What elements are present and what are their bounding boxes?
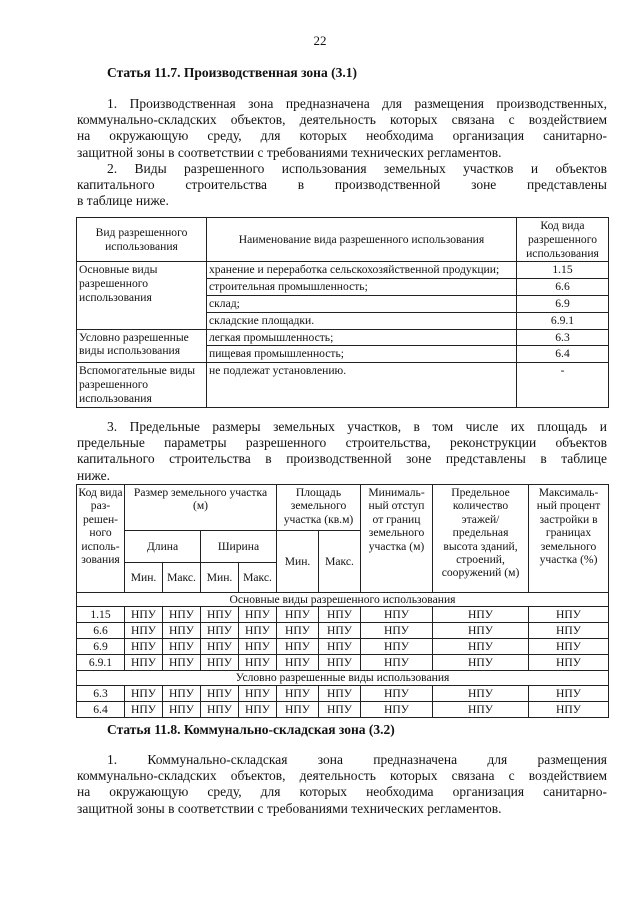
table-row	[77, 685, 609, 701]
code-cell: 6.3	[77, 685, 125, 701]
value-cell: НПУ	[125, 685, 163, 701]
use-name-cell: складские площадки.	[207, 312, 517, 329]
table-row	[77, 363, 609, 407]
paragraph-line: капитального строительства в производственной зоне представлены	[77, 177, 607, 193]
table-row	[77, 655, 609, 671]
value-cell: НПУ	[361, 639, 433, 655]
table-header-cell: Код вида разрешенного использования	[517, 218, 609, 262]
value-cell: НПУ	[433, 701, 529, 717]
value-cell: НПУ	[201, 623, 239, 639]
value-cell: НПУ	[163, 655, 201, 671]
table-row	[77, 607, 609, 623]
use-code-cell: 6.3	[517, 329, 609, 346]
value-cell: НПУ	[163, 701, 201, 717]
value-cell: НПУ	[125, 655, 163, 671]
value-cell: НПУ	[361, 655, 433, 671]
article-11-7-heading: Статья 11.7. Производственная зона (3.1)	[107, 65, 357, 80]
table-header-row	[77, 218, 609, 262]
table-header-cell: Макс.	[163, 563, 201, 593]
use-code-cell: 1.15	[517, 262, 609, 279]
value-cell: НПУ	[361, 623, 433, 639]
value-cell: НПУ	[319, 607, 361, 623]
use-code-cell: 6.9.1	[517, 312, 609, 329]
value-cell: НПУ	[361, 607, 433, 623]
value-cell: НПУ	[277, 607, 319, 623]
use-name-cell: хранение и переработка сельскохозяйственной продукции;	[207, 262, 517, 279]
code-cell: 6.6	[77, 623, 125, 639]
article-11-8-paragraph-1	[77, 752, 607, 817]
table-header-cell: Максималь-ный процент застройки в границах земельного участка (%)	[529, 485, 609, 593]
paragraph-line: капитального строительства в производственной зоне представлены в таблице	[77, 451, 607, 467]
table-header-cell: Длина	[125, 531, 201, 563]
value-cell: НПУ	[201, 607, 239, 623]
value-cell: НПУ	[125, 607, 163, 623]
value-cell: НПУ	[319, 685, 361, 701]
use-name-cell: склад;	[207, 295, 517, 312]
table-header-cell: Мин.	[125, 563, 163, 593]
table-section-row	[77, 593, 609, 607]
paragraph-line: предельные параметры разрешенного строительства, реконструкции объектов	[77, 435, 607, 451]
value-cell: НПУ	[433, 623, 529, 639]
value-cell: НПУ	[125, 623, 163, 639]
article-11-8-heading: Статья 11.8. Коммунально-складская зона (3.2)	[107, 722, 395, 737]
use-group-label: Условно разрешенные виды использования	[77, 329, 207, 363]
paragraph-line: 3. Предельные размеры земельных участков, в том числе их площадь и	[107, 419, 607, 434]
value-cell: НПУ	[529, 623, 609, 639]
table-header-cell: Предельное количество этажей/ предельная высота зданий, строений, сооружений (м)	[433, 485, 529, 593]
table-header-row	[77, 485, 609, 531]
table-row	[77, 262, 609, 279]
paragraph-line: на окружающую среду, для которых необходима организация санитарно-	[77, 128, 607, 144]
limit-parameters-table	[76, 484, 609, 718]
paragraph-line: защитной зоны в соответствии с требованиями технических регламентов.	[77, 144, 502, 160]
table-row	[77, 639, 609, 655]
table-header-cell: Наименование вида разрешенного использования	[207, 218, 517, 262]
page-number: 22	[313, 33, 327, 48]
use-name-cell: пищевая промышленность;	[207, 346, 517, 363]
value-cell: НПУ	[433, 685, 529, 701]
article-11-7-paragraph-3	[77, 419, 607, 484]
code-cell: 6.9	[77, 639, 125, 655]
paragraph-line: 1. Производственная зона предназначена для размещения производственных,	[107, 96, 607, 111]
value-cell: НПУ	[201, 639, 239, 655]
table-header-cell: Ширина	[201, 531, 277, 563]
permitted-use-table	[76, 217, 609, 408]
paragraph-line: ниже.	[77, 467, 110, 483]
value-cell: НПУ	[201, 685, 239, 701]
paragraph-line: коммунально-складских объектов, деятельность которых связана с воздействием	[77, 112, 607, 128]
value-cell: НПУ	[201, 655, 239, 671]
article-11-7-paragraph-1	[77, 96, 607, 161]
value-cell: НПУ	[163, 607, 201, 623]
value-cell: НПУ	[239, 607, 277, 623]
value-cell: НПУ	[239, 639, 277, 655]
value-cell: НПУ	[277, 701, 319, 717]
section-title: Основные виды разрешенного использования	[77, 593, 609, 607]
use-code-cell: 6.6	[517, 279, 609, 296]
table-header-cell: Площадь земельного участка (кв.м)	[277, 485, 361, 531]
paragraph-line: коммунально-складских объектов, деятельность которых связана с воздействием	[77, 768, 607, 784]
value-cell: НПУ	[277, 655, 319, 671]
value-cell: НПУ	[125, 701, 163, 717]
use-code-cell: 6.9	[517, 295, 609, 312]
table-header-cell: Вид разрешенного использования	[77, 218, 207, 262]
code-cell: 6.9.1	[77, 655, 125, 671]
value-cell: НПУ	[529, 685, 609, 701]
value-cell: НПУ	[201, 701, 239, 717]
value-cell: НПУ	[361, 685, 433, 701]
value-cell: НПУ	[361, 701, 433, 717]
value-cell: НПУ	[529, 639, 609, 655]
value-cell: НПУ	[529, 701, 609, 717]
value-cell: НПУ	[239, 623, 277, 639]
value-cell: НПУ	[163, 685, 201, 701]
table-header-cell: Минималь-ный отступ от границ земельного участка (м)	[361, 485, 433, 593]
value-cell: НПУ	[319, 701, 361, 717]
table-section-row	[77, 671, 609, 685]
table-row	[77, 329, 609, 346]
value-cell: НПУ	[239, 655, 277, 671]
article-11-7-paragraph-2	[77, 161, 607, 210]
paragraph-line: на окружающую среду, для которых необходима организация санитарно-	[77, 784, 607, 800]
value-cell: НПУ	[529, 655, 609, 671]
paragraph-line: 2. Виды разрешенного использования земельных участков и объектов	[107, 161, 607, 176]
value-cell: НПУ	[277, 639, 319, 655]
use-name-cell: легкая промышленность;	[207, 329, 517, 346]
use-group-label: Вспомогательные виды разрешенного использования	[77, 363, 207, 407]
table-header-cell: Макс.	[239, 563, 277, 593]
table-header-cell: Мин.	[201, 563, 239, 593]
use-group-label: Основные виды разрешенного использования	[77, 262, 207, 329]
use-name-cell: не подлежат установлению.	[207, 363, 517, 407]
value-cell: НПУ	[125, 639, 163, 655]
value-cell: НПУ	[319, 639, 361, 655]
table-header-cell: Макс.	[319, 531, 361, 593]
section-title: Условно разрешенные виды использования	[77, 671, 609, 685]
value-cell: НПУ	[433, 607, 529, 623]
value-cell: НПУ	[433, 639, 529, 655]
value-cell: НПУ	[239, 701, 277, 717]
code-cell: 6.4	[77, 701, 125, 717]
value-cell: НПУ	[319, 655, 361, 671]
paragraph-line: в таблице ниже.	[77, 193, 169, 209]
value-cell: НПУ	[277, 685, 319, 701]
value-cell: НПУ	[277, 623, 319, 639]
use-name-cell: строительная промышленность;	[207, 279, 517, 296]
paragraph-line: защитной зоны в соответствии с требованиями технических регламентов.	[77, 800, 502, 816]
use-code-cell: -	[517, 363, 609, 407]
use-code-cell: 6.4	[517, 346, 609, 363]
table-header-cell: Мин.	[277, 531, 319, 593]
table-header-cell: Размер земельного участка (м)	[125, 485, 277, 531]
value-cell: НПУ	[163, 623, 201, 639]
value-cell: НПУ	[239, 685, 277, 701]
value-cell: НПУ	[319, 623, 361, 639]
code-cell: 1.15	[77, 607, 125, 623]
table-row	[77, 701, 609, 717]
paragraph-line: 1. Коммунально-складская зона предназначена для размещения	[107, 752, 607, 767]
table-row	[77, 623, 609, 639]
value-cell: НПУ	[163, 639, 201, 655]
value-cell: НПУ	[529, 607, 609, 623]
value-cell: НПУ	[433, 655, 529, 671]
table-header-cell: Код вида раз-решен-ного исполь-зования	[77, 485, 125, 593]
